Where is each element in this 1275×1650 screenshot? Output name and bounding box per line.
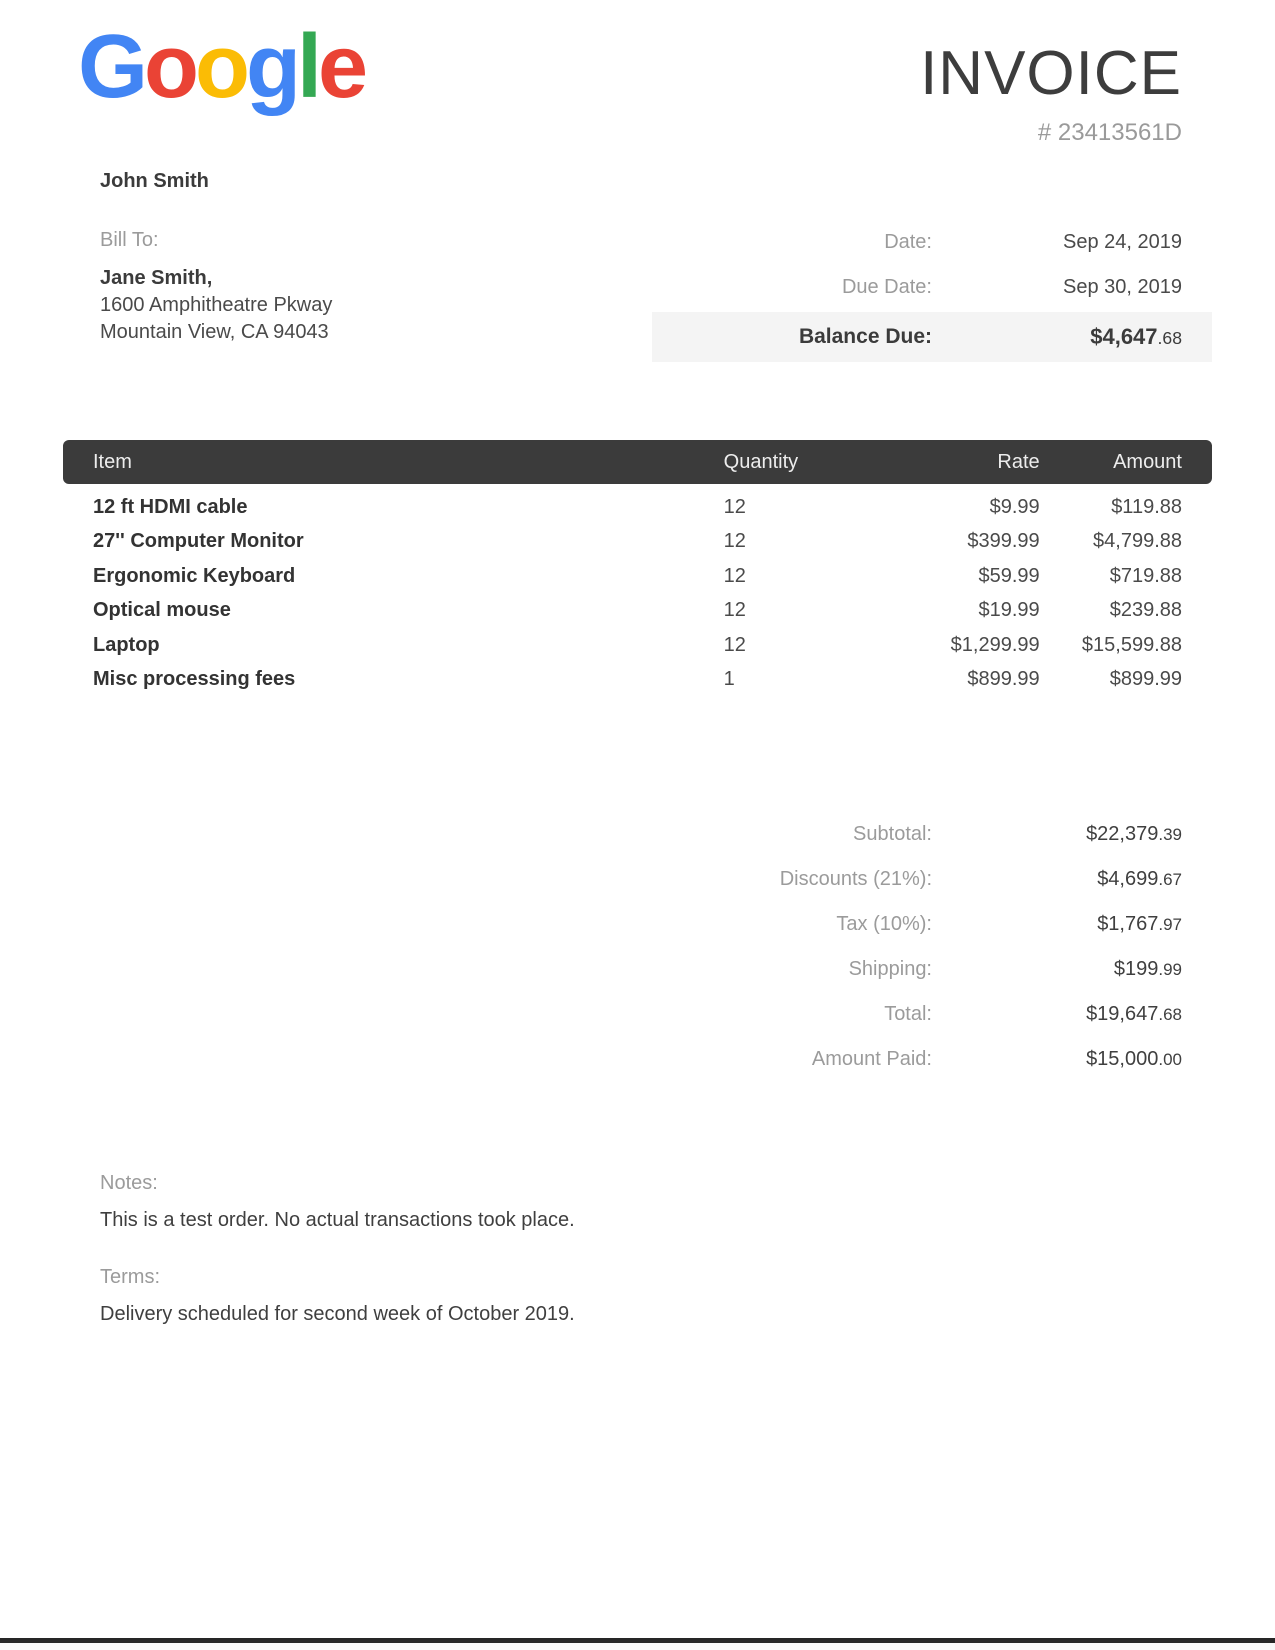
logo-letter: l — [296, 17, 318, 117]
item-name: Laptop — [93, 633, 160, 656]
balance-due-label: Balance Due: — [798, 325, 932, 348]
terms-text: Delivery scheduled for second week of October 2019. — [100, 1303, 575, 1325]
item-amount: $4,799.88 — [1093, 530, 1182, 553]
item-rate: $9.99 — [989, 495, 1040, 518]
shipping-value: $199.99 — [1113, 958, 1182, 980]
item-rate: $19.99 — [978, 599, 1040, 622]
notes-text: This is a test order. No actual transactions took place. — [100, 1209, 575, 1231]
item-name: 12 ft HDMI cable — [93, 495, 248, 518]
item-name: 27'' Computer Monitor — [93, 530, 304, 553]
invoice-header — [612, 38, 1212, 147]
bill-to-label: Bill To: — [100, 229, 159, 251]
item-amount: $119.88 — [1111, 495, 1182, 518]
item-amount: $899.99 — [1109, 668, 1182, 691]
item-quantity: 12 — [723, 530, 746, 553]
subtotal-label: Subtotal: — [853, 823, 932, 845]
subtotal-value: $22,379.39 — [1086, 823, 1182, 845]
total-value: $19,647.68 — [1086, 1003, 1182, 1025]
logo-letter: o — [144, 17, 195, 117]
invoice-meta — [652, 222, 1212, 362]
item-amount: $15,599.88 — [1081, 633, 1182, 656]
column-header-rate: Rate — [997, 450, 1040, 473]
balance-due-row — [652, 312, 1212, 362]
item-quantity: 12 — [723, 633, 746, 656]
next-page-edge — [0, 1643, 1275, 1650]
discounts-value: $4,699.67 — [1097, 868, 1182, 890]
table-row — [63, 525, 1212, 560]
notes-label: Notes: — [100, 1172, 158, 1194]
item-quantity: 12 — [723, 495, 746, 518]
amount-paid-label: Amount Paid: — [811, 1048, 932, 1070]
google-logo — [78, 18, 364, 117]
logo-letter: o — [195, 17, 246, 117]
shipping-row — [652, 947, 1212, 992]
item-rate: $399.99 — [967, 530, 1040, 553]
total-row — [652, 992, 1212, 1037]
item-name: Optical mouse — [93, 599, 231, 622]
due-date-value: Sep 30, 2019 — [1063, 275, 1182, 298]
date-label: Date: — [884, 230, 932, 253]
tax-value: $1,767.97 — [1097, 913, 1182, 935]
table-row — [63, 663, 1212, 698]
items-table-header — [63, 440, 1212, 484]
table-row — [63, 594, 1212, 629]
item-amount: $719.88 — [1109, 564, 1182, 587]
table-row — [63, 559, 1212, 594]
item-quantity: 12 — [723, 564, 746, 587]
item-name: Ergonomic Keyboard — [93, 564, 296, 587]
subtotal-row — [652, 812, 1212, 857]
address-line: 1600 Amphitheatre Pkway — [100, 294, 333, 316]
tax-row — [652, 902, 1212, 947]
column-header-amount: Amount — [1113, 450, 1182, 473]
address-line: Mountain View, CA 94043 — [100, 321, 329, 343]
recipient-name: Jane Smith, — [100, 267, 213, 289]
sender-name: John Smith — [100, 170, 209, 192]
balance-due-value: $4,647.68 — [1090, 324, 1182, 349]
column-header-quantity: Quantity — [723, 450, 799, 473]
due-date-label: Due Date: — [841, 275, 932, 298]
date-value: Sep 24, 2019 — [1063, 230, 1182, 253]
item-rate: $899.99 — [967, 668, 1040, 691]
table-row — [63, 628, 1212, 663]
date-row — [652, 222, 1212, 262]
billing-section — [100, 170, 332, 344]
discounts-row — [652, 857, 1212, 902]
notes-section — [100, 1172, 575, 1232]
item-rate: $1,299.99 — [950, 633, 1040, 656]
total-label: Total: — [884, 1003, 932, 1025]
item-amount: $239.88 — [1109, 599, 1182, 622]
discounts-label: Discounts (21%): — [779, 868, 932, 890]
tax-label: Tax (10%): — [836, 913, 932, 935]
item-rate: $59.99 — [978, 564, 1040, 587]
logo-letter: G — [78, 17, 145, 117]
invoice-title: INVOICE — [920, 39, 1182, 108]
terms-section — [100, 1266, 575, 1326]
terms-label: Terms: — [100, 1266, 160, 1288]
logo-letter: g — [245, 17, 297, 117]
amount-paid-row — [652, 1037, 1212, 1082]
item-quantity: 12 — [723, 599, 746, 622]
shipping-label: Shipping: — [848, 958, 932, 980]
items-table-body — [63, 484, 1212, 697]
invoice-number: # 23413561D — [1037, 119, 1182, 146]
item-name: Misc processing fees — [93, 668, 296, 691]
table-row — [63, 490, 1212, 525]
due-date-row — [652, 267, 1212, 307]
column-header-item: Item — [93, 450, 132, 473]
logo-letter: e — [317, 17, 365, 117]
amount-paid-value: $15,000.00 — [1086, 1048, 1182, 1070]
item-quantity: 1 — [723, 668, 735, 691]
items-table — [63, 440, 1212, 697]
totals-section — [652, 812, 1212, 1082]
